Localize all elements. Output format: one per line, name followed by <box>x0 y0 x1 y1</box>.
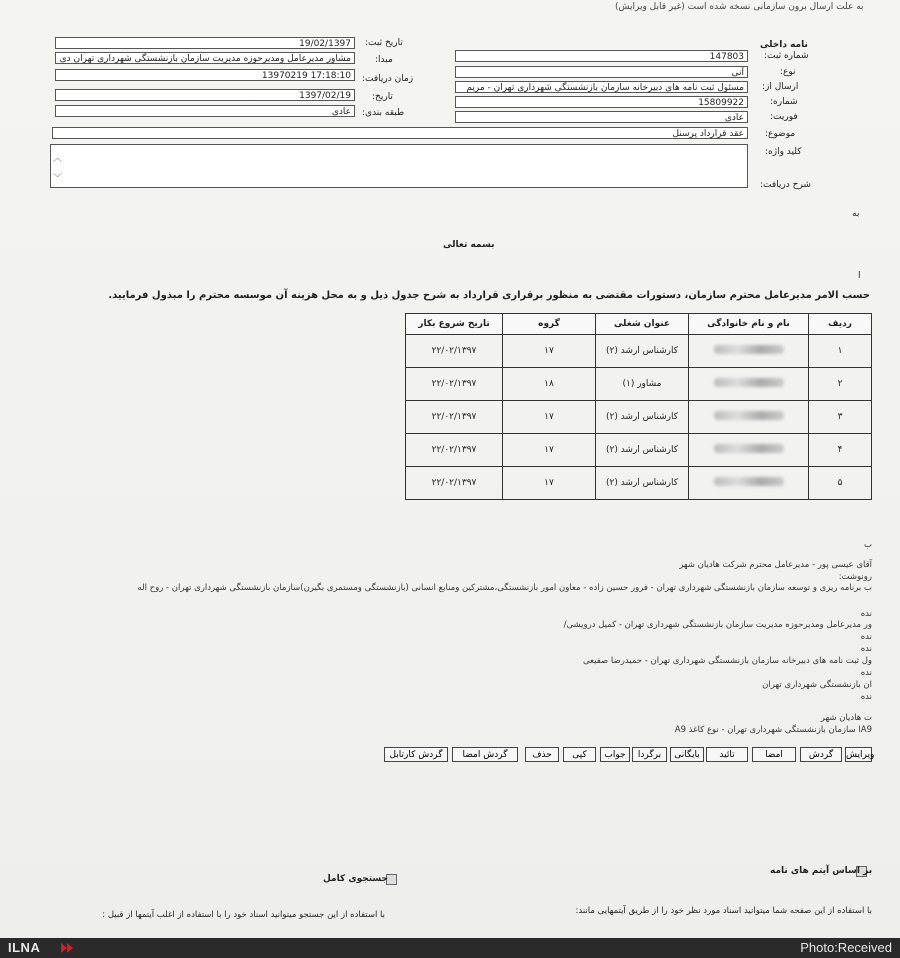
full-search-link[interactable]: جستجوی کامل <box>323 874 389 884</box>
date-field[interactable]: 1397/02/19 <box>55 89 355 101</box>
scroll-up-icon[interactable]: ︿ <box>53 154 63 164</box>
number-field[interactable]: 15809922 <box>455 96 748 108</box>
priority-label: فوریت: <box>770 112 798 122</box>
type-label: نوع: <box>780 67 796 77</box>
item-search-desc: با استفاده از این صفحه شما میتوانید اسناد مورد نظر خود را از طریق آیتمهایی مانند: <box>575 906 872 916</box>
internal-letter-title: نامه داخلی <box>760 40 808 50</box>
photo-credit: Photo:Received <box>800 940 892 955</box>
job-title-cell: کارشناس ارشد (۲) <box>596 335 689 368</box>
row-number: ۱ <box>809 335 872 368</box>
job-title-cell: مشاور (۱) <box>596 368 689 401</box>
keywords-textarea[interactable] <box>50 144 748 188</box>
cc-line: آقای عیسی پور - مدیرعامل محترم شرکت هادیان شهر <box>679 560 872 570</box>
cc-line: ت هادیان شهر <box>820 713 872 723</box>
cc-line: ان بازنشستگی شهرداری تهران <box>762 680 872 690</box>
priority-field[interactable]: عادی <box>455 111 748 123</box>
col-row-header: ردیف <box>809 314 872 335</box>
bismillah: بسمه تعالی <box>443 240 495 250</box>
item-search-link[interactable]: بر اساس آیتم های نامه <box>770 866 873 876</box>
col-start-header: تاریخ شروع بکار <box>406 314 503 335</box>
top-note: به علت ارسال برون سازمانی نسخه شده است (غیر قابل ویرایش) <box>615 2 864 12</box>
job-title-cell: کارشناس ارشد (۲) <box>596 467 689 500</box>
redacted-name <box>689 368 809 401</box>
date-label: تاریخ: <box>372 92 393 102</box>
table-row <box>406 401 872 434</box>
sign-button[interactable]: امضا <box>752 747 796 762</box>
keywords-label: کلید واژه: <box>765 147 802 157</box>
cc-line: ول ثبت نامه های دبیرخانه سازمان بازنشستگی شهرداری تهران - حمیدرضا صفیعی <box>582 656 872 666</box>
reg-date-label: تاریخ ثبت: <box>365 38 403 48</box>
edit-button[interactable]: ویرایش <box>845 747 872 762</box>
table-row <box>406 434 872 467</box>
redacted-name <box>689 401 809 434</box>
receive-desc-label: شرح دریافت: <box>760 180 811 190</box>
table-row <box>406 368 872 401</box>
col-title-header: عنوان شغلی <box>596 314 689 335</box>
redacted-name <box>689 434 809 467</box>
row-number: ۵ <box>809 467 872 500</box>
row-number: ۳ <box>809 401 872 434</box>
scroll-down-icon[interactable]: ﹀ <box>53 174 63 184</box>
reply-button[interactable]: جواب <box>600 747 630 762</box>
cc-line: نده <box>860 668 872 678</box>
cc-line: نده <box>860 692 872 702</box>
return-button[interactable]: برگردا <box>632 747 667 762</box>
flow-button[interactable]: گردش <box>800 747 842 762</box>
reg-number-field[interactable]: 147803 <box>455 50 748 62</box>
salutation-mark: ا <box>858 271 861 281</box>
copy-button[interactable]: کپی <box>563 747 596 762</box>
col-group-header: گروه <box>503 314 596 335</box>
col-name-header: نام و نام خانوادگی <box>689 314 809 335</box>
group-cell: ۱۷ <box>503 335 596 368</box>
group-cell: ۱۷ <box>503 434 596 467</box>
cc-line: ور مدیرعامل ومدیرحوزه مدیریت سازمان بازنشستگی شهرداری تهران - کمیل درویشی/ <box>563 620 872 630</box>
row-number: ۲ <box>809 368 872 401</box>
start-date-cell: ۲۲/۰۲/۱۳۹۷ <box>406 335 503 368</box>
group-cell: ۱۷ <box>503 467 596 500</box>
ilna-logo-mark-icon <box>60 942 74 954</box>
classification-label: طبقه بندی: <box>362 108 405 118</box>
sender-label: ارسال از: <box>762 82 799 92</box>
cc-line: نده <box>860 632 872 642</box>
archive-button[interactable]: بایگانی <box>670 747 704 762</box>
number-label: شماره: <box>770 97 798 107</box>
type-field[interactable]: آنی <box>455 66 748 78</box>
cc-line: ب برنامه ریزی و توسعه سازمان بازنشستگی شهرداری تهران - فرور حسین زاده - معاون امور بازنشستگی،مشترکین ومنابع انسانی (بازنشستگی ومستمری بگیرن)سازمان بازنشستگی شهرداری تهران - روح اله <box>137 583 872 593</box>
delete-button[interactable]: حذف <box>525 747 559 762</box>
redacted-name <box>689 467 809 500</box>
ilna-logo: ILNA <box>8 940 41 955</box>
reg-number-label: شماره ثبت: <box>764 51 809 61</box>
cc-line: نده <box>860 644 872 654</box>
cc-line: ب <box>863 540 872 550</box>
start-date-cell: ۲۲/۰۲/۱۳۹۷ <box>406 401 503 434</box>
redacted-name <box>689 335 809 368</box>
subject-field[interactable]: عقد قرارداد پرسنل <box>52 127 748 139</box>
cc-line: رونوشت: <box>838 572 872 582</box>
recipient-prefix: به <box>852 209 860 219</box>
sign-flow-button[interactable]: گردش امضا <box>452 747 518 762</box>
classification-field[interactable]: عادی <box>55 105 355 117</box>
start-date-cell: ۲۲/۰۲/۱۳۹۷ <box>406 368 503 401</box>
table-header-row <box>406 314 872 335</box>
confirm-button[interactable]: تائید <box>706 747 748 762</box>
origin-field[interactable]: مشاور مدیرعامل ومدیرحوزه مدیریت سازمان بازنشستگی شهرداری تهران دی <box>55 52 355 64</box>
kardex-flow-button[interactable]: گردش کارتابل <box>384 747 448 762</box>
table-row <box>406 335 872 368</box>
full-search-desc: با استفاده از این جستجو میتوانید اسناد خود را با استفاده از اغلب آیتمها از قبیل : <box>102 910 385 920</box>
group-cell: ۱۸ <box>503 368 596 401</box>
cc-line: A9ا سازمان بازنشستگی شهرداری تهران - نوع کاغذ A9 <box>674 725 872 735</box>
start-date-cell: ۲۲/۰۲/۱۳۹۷ <box>406 467 503 500</box>
job-title-cell: کارشناس ارشد (۲) <box>596 401 689 434</box>
group-cell: ۱۷ <box>503 401 596 434</box>
receive-time-label: زمان دریافت: <box>362 74 414 84</box>
start-date-cell: ۲۲/۰۲/۱۳۹۷ <box>406 434 503 467</box>
subject-label: موضوع: <box>765 129 796 139</box>
row-number: ۴ <box>809 434 872 467</box>
sender-field[interactable]: مسئول ثبت نامه های دبیرخانه سازمان بازنشستگی شهرداری تهران - مریم <box>455 81 748 93</box>
reg-date-field[interactable]: 19/02/1397 <box>55 37 355 49</box>
job-title-cell: کارشناس ارشد (۲) <box>596 434 689 467</box>
photo-credit-bar <box>0 938 900 958</box>
receive-time-field[interactable]: 17:18:10 13970219 <box>55 69 355 81</box>
cc-line: نده <box>860 609 872 619</box>
letter-body: حسب الامر مدیرعامل محترم سازمان، دستورات مقتضی به منظور برقراری قرارداد به شرح جدول ذیل و به محل هزینه آن موسسه محترم را مبذول فرمایید. <box>108 290 870 301</box>
table-row <box>406 467 872 500</box>
origin-label: مبدا: <box>375 55 393 65</box>
personnel-table <box>405 313 872 500</box>
